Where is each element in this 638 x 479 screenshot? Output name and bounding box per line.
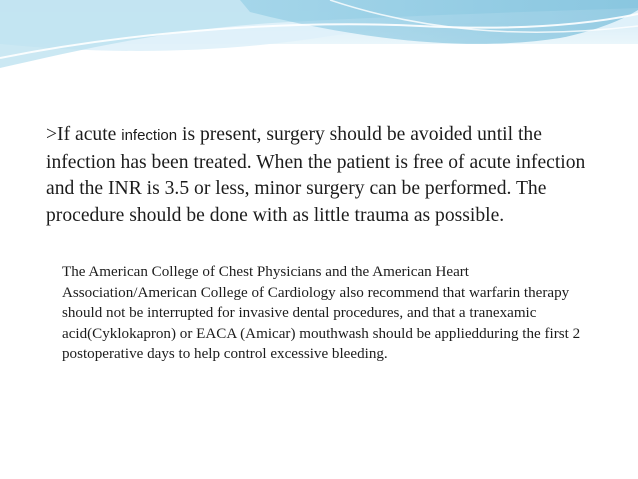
sub-paragraph: The American College of Chest Physicians and the American Heart Association/American College of Cardiology also recommend that warfarin therapy should not be interrupted for invasive dental procedures, and that a tranexamic acid(Cyklokapron) or EACA (Amicar) mouthwash should be appliedduring the first 2 postoperative days to help control excessive bleeding.	[62, 264, 581, 362]
main-paragraph-prefix: >If acute	[46, 124, 122, 145]
decorative-wave-header	[0, 0, 638, 75]
main-paragraph-rest: is present, surgery should be avoided until the infection has been treated. When the patient is free of acute infection and the INR is 3.5 or less, minor surgery can be performed. The procedure should be done with as little trauma as possible.	[46, 124, 586, 226]
main-paragraph	[46, 122, 606, 229]
main-paragraph-keyword: infection	[121, 127, 178, 144]
